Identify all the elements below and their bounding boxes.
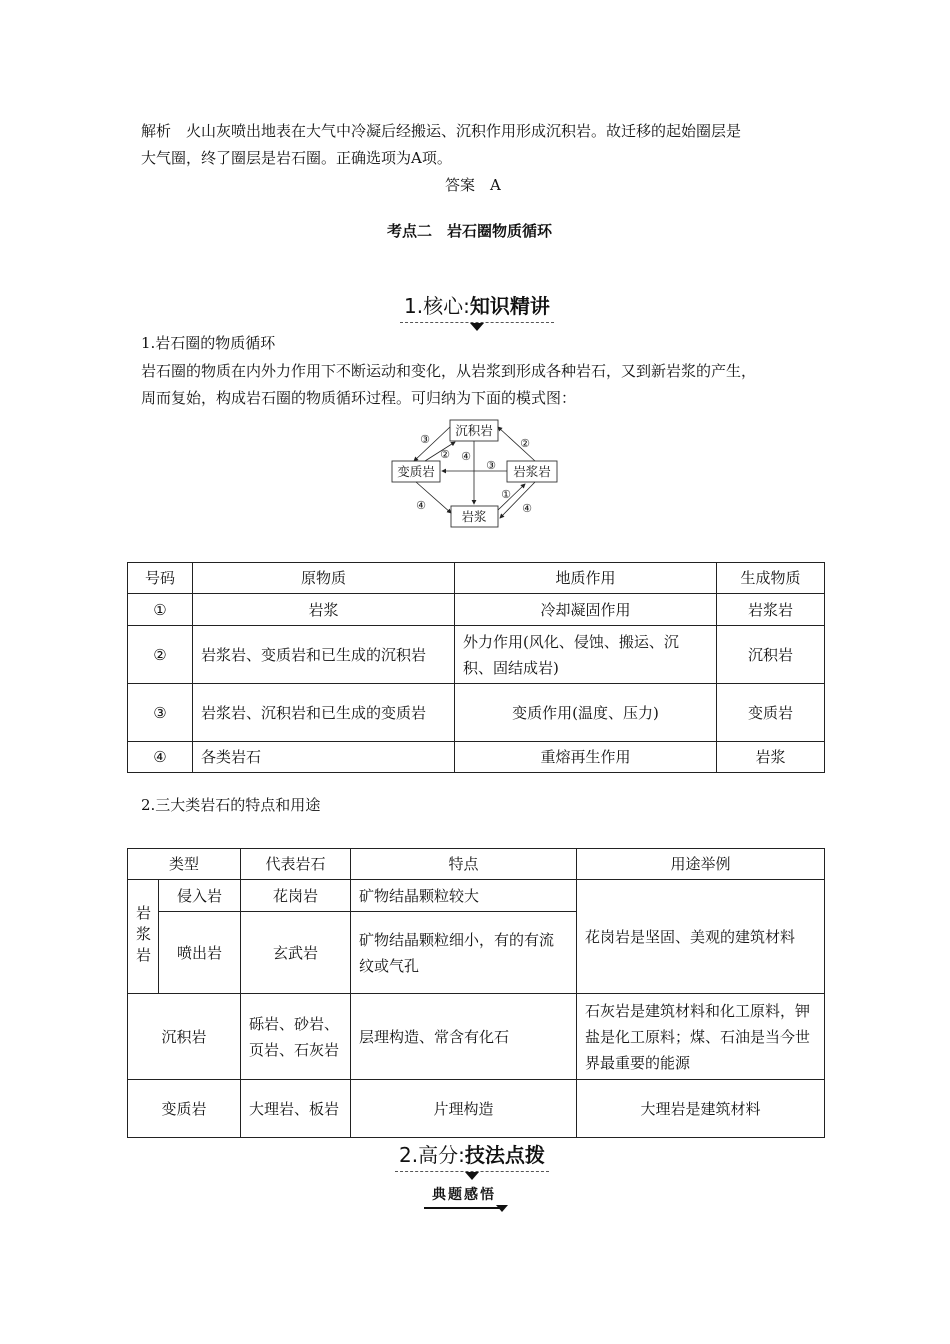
table-cell: ④ <box>128 742 193 773</box>
rock-cycle-diagram <box>385 415 565 533</box>
table-cell: 重熔再生作用 <box>455 742 717 773</box>
table-header: 原物质 <box>193 563 455 594</box>
table-header: 号码 <box>128 563 193 594</box>
table-cell: 片理构造 <box>351 1080 577 1138</box>
table-cell: 花岗岩 <box>241 880 351 912</box>
table-cell: 岩浆岩、沉积岩和已生成的变质岩 <box>193 684 455 742</box>
box-metamorphic-label: 变质岩 <box>397 464 435 479</box>
rock-cycle-table <box>127 562 825 773</box>
table-cell: 矿物结晶颗粒细小，有的有流纹或气孔 <box>351 912 577 994</box>
table-header: 生成物质 <box>717 563 825 594</box>
label-2a: ② <box>440 448 450 461</box>
banner-knowledge-title: 知识精讲 <box>469 294 550 318</box>
table-cell: 冷却凝固作用 <box>455 594 717 626</box>
sub1-heading: 1.岩石圈的物质循环 <box>141 334 276 352</box>
banner-arrow-icon <box>465 1172 479 1180</box>
label-1: ① <box>501 488 511 501</box>
table-cell: 岩浆 <box>717 742 825 773</box>
sub1-line-1: 岩石圈的物质在内外力作用下不断运动和变化，从岩浆到形成各种岩石，又到新岩浆的产生， <box>141 362 757 380</box>
table-cell: 各类岩石 <box>193 742 455 773</box>
table-header: 用途举例 <box>577 849 825 880</box>
box-sedimentary-label: 沉积岩 <box>455 423 493 438</box>
table-cell: 矿物结晶颗粒较大 <box>351 880 577 912</box>
banner-knowledge <box>404 290 550 319</box>
banner-example-arrow-icon <box>496 1205 508 1212</box>
analysis-line-1: 解析 火山灰喷出地表在大气中冷凝后经搬运、沉积作用形成沉积岩。故迁移的起始圈层是 <box>141 122 742 140</box>
banner-example-underline <box>424 1207 504 1209</box>
table-cell: 变质岩 <box>128 1080 241 1138</box>
table-cell: 岩浆岩、变质岩和已生成的沉积岩 <box>193 626 455 684</box>
answer-text: 答案 A <box>445 176 501 194</box>
table-header: 代表岩石 <box>241 849 351 880</box>
banner-skills <box>399 1139 545 1168</box>
table-cell: 玄武岩 <box>241 912 351 994</box>
table-cell: 喷出岩 <box>159 912 241 994</box>
banner-example-text: 典题感悟 <box>432 1187 496 1203</box>
table-cell: ② <box>128 626 193 684</box>
box-igneous-label: 岩浆岩 <box>513 464 551 479</box>
table-cell: 岩浆 <box>193 594 455 626</box>
label-3b: ③ <box>486 459 496 472</box>
banner-arrow-icon <box>470 323 484 331</box>
banner-skills-title: 技法点拨 <box>464 1143 545 1167</box>
label-2b: ② <box>520 437 530 450</box>
sub1-line-2: 周而复始，构成岩石圈的物质循环过程。可归纳为下面的模式图： <box>141 389 577 407</box>
section-title: 考点二 岩石圈物质循环 <box>387 222 553 240</box>
table-header: 类型 <box>128 849 241 880</box>
table-header: 地质作用 <box>455 563 717 594</box>
label-4c: ④ <box>522 502 532 515</box>
box-magma-label: 岩浆 <box>461 509 487 524</box>
label-3a: ③ <box>420 433 430 446</box>
table-cell: 沉积岩 <box>128 994 241 1080</box>
table-cell: 大理岩、板岩 <box>241 1080 351 1138</box>
table-cell: 侵入岩 <box>159 880 241 912</box>
table-cell: ① <box>128 594 193 626</box>
table-cell: 花岗岩是坚固、美观的建筑材料 <box>577 880 825 994</box>
sub2-heading: 2.三大类岩石的特点和用途 <box>141 796 321 814</box>
banner-skills-prefix: 2.高分: <box>399 1143 465 1167</box>
table-cell: 外力作用(风化、侵蚀、搬运、沉积、固结成岩) <box>455 626 717 684</box>
table-cell: 变质作用(温度、压力) <box>455 684 717 742</box>
banner-knowledge-prefix: 1.核心: <box>404 294 470 318</box>
table-cell: 石灰岩是建筑材料和化工原料，钾盐是化工原料；煤、石油是当今世界最重要的能源 <box>577 994 825 1080</box>
label-4b: ④ <box>416 499 426 512</box>
table-header: 特点 <box>351 849 577 880</box>
table-cell: 砾岩、砂岩、页岩、石灰岩 <box>241 994 351 1080</box>
table-cell: 岩浆岩 <box>717 594 825 626</box>
table-cell: 沉积岩 <box>717 626 825 684</box>
banner-example <box>432 1184 496 1204</box>
rock-types-table <box>127 848 825 1138</box>
table-cell: 大理岩是建筑材料 <box>577 1080 825 1138</box>
analysis-line-2: 大气圈，终了圈层是岩石圈。正确选项为A项。 <box>141 149 452 167</box>
label-4a: ④ <box>461 450 471 463</box>
igneous-label: 岩浆岩 <box>128 880 159 994</box>
table-cell: 层理构造、常含有化石 <box>351 994 577 1080</box>
table-cell: ③ <box>128 684 193 742</box>
table-cell: 变质岩 <box>717 684 825 742</box>
